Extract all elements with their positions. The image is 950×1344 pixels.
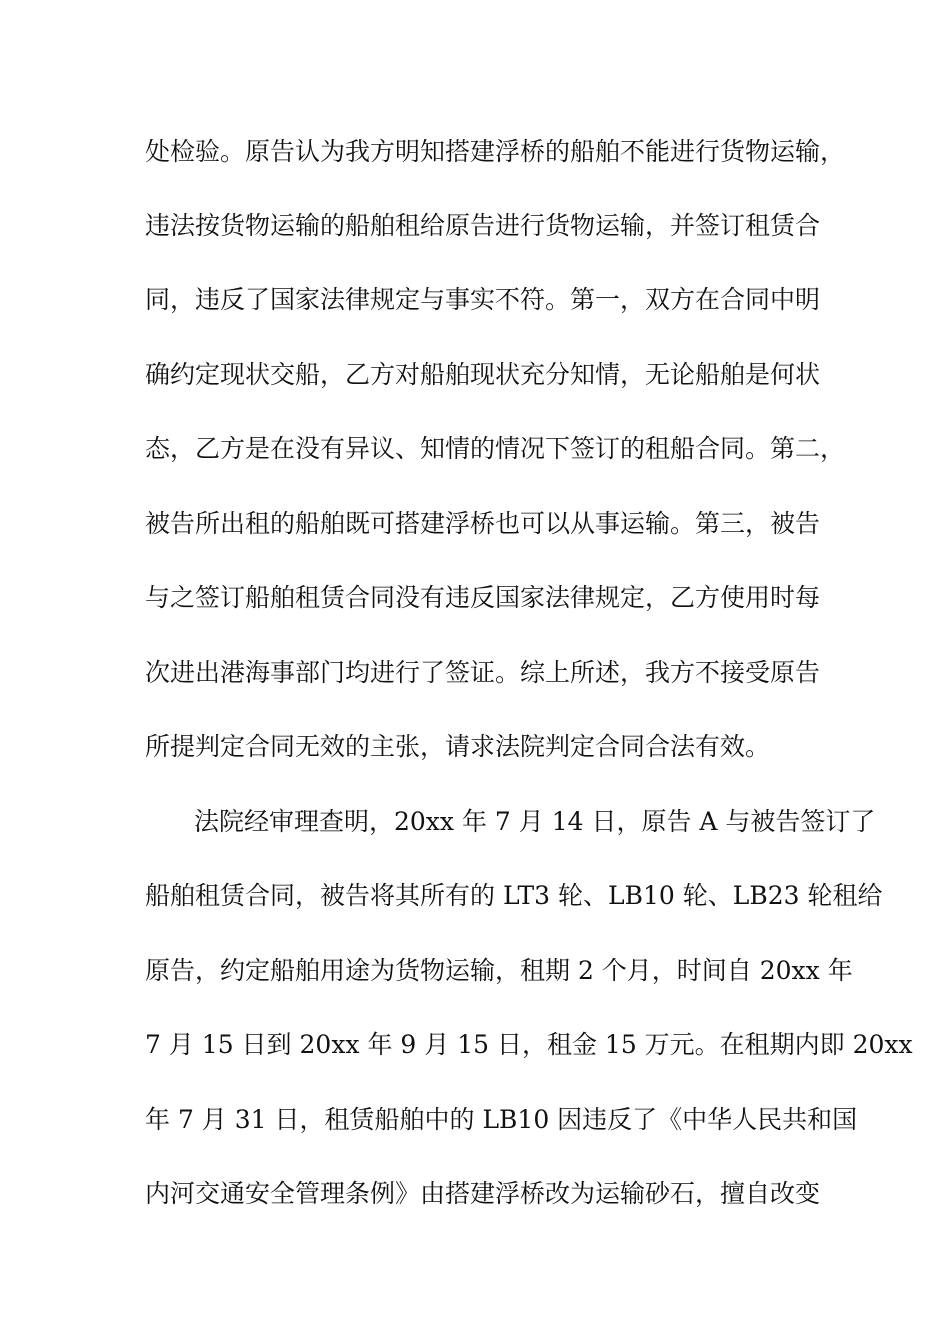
paragraph-line-2: 违法按货物运输的船舶租给原告进行货物运输，并签订租赁合	[145, 211, 821, 240]
paragraph-line-1: 处检验。原告认为我方明知搭建浮桥的船舶不能进行货物运输，	[145, 137, 846, 166]
paragraph-line-13: 7 月 15 日到 20xx 年 9 月 15 日，租金 15 万元。在租期内即 20xx	[145, 1030, 913, 1059]
paragraph-line-12: 原告，约定船舶用途为货物运输，租期 2 个月，时间自 20xx 年	[145, 956, 853, 985]
paragraph-line-11: 船舶租赁合同，被告将其所有的 LT3 轮、LB10 轮、LB23 轮租给	[145, 881, 883, 910]
paragraph-line-9: 所提判定合同无效的主张，请求法院判定合同合法有效。	[145, 732, 771, 761]
paragraph-line-4: 确约定现状交船，乙方对船舶现状充分知情，无论船舶是何状	[145, 360, 821, 389]
paragraph-line-8: 次进出港海事部门均进行了签证。综上所述，我方不接受原告	[145, 658, 821, 687]
paragraph-line-5: 态，乙方是在没有异议、知情的情况下签订的租船合同。第二，	[145, 434, 846, 463]
paragraph-line-3: 同，违反了国家法律规定与事实不符。第一，双方在合同中明	[145, 285, 821, 314]
paragraph-line-10: 法院经审理查明，20xx 年 7 月 14 日，原告 A 与被告签订了	[194, 807, 876, 836]
paragraph-line-15: 内河交通安全管理条例》由搭建浮桥改为运输砂石，擅自改变	[145, 1179, 821, 1208]
paragraph-line-7: 与之签订船舶租赁合同没有违反国家法律规定，乙方使用时每	[145, 583, 821, 612]
paragraph-line-6: 被告所出租的船舶既可搭建浮桥也可以从事运输。第三，被告	[145, 509, 821, 538]
paragraph-line-14: 年 7 月 31 日，租赁船舶中的 LB10 因违反了《中华人民共和国	[145, 1105, 858, 1134]
